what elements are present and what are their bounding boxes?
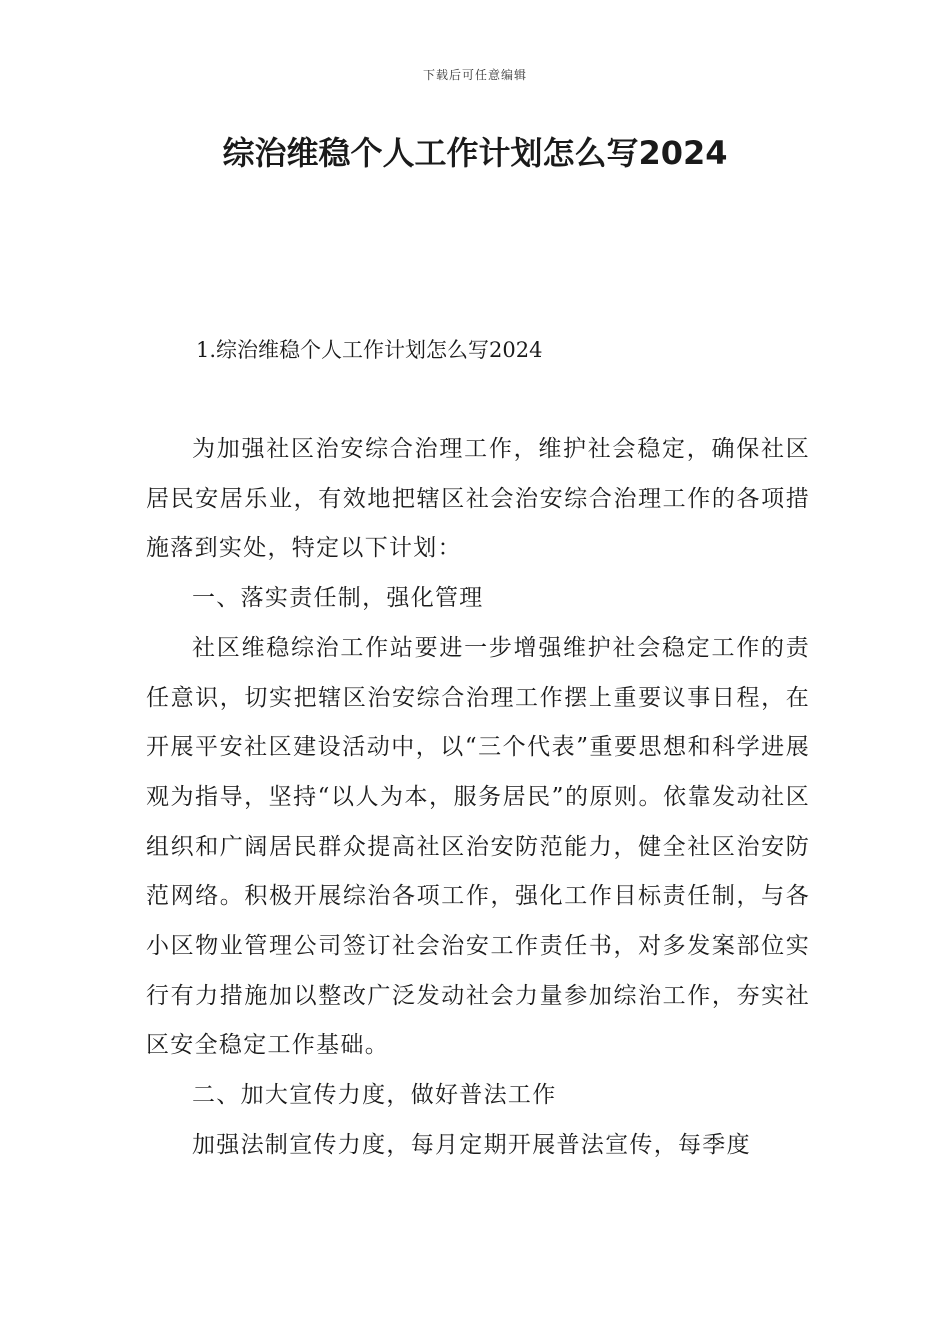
document-body (146, 425, 810, 1171)
subheading-one: 一、落实责任制，强化管理 (192, 585, 484, 612)
body-paragraph: 加强法制宣传力度，每月定期开展普法宣传，每季度 (192, 1131, 751, 1158)
intro-paragraph: 为加强社区治安综合治理工作，维护社会稳定，确保社区居民安居乐业，有效地把辖区社会治安综合治理工作的各项措施落到实处，特定以下计划： (146, 436, 810, 562)
body-paragraph: 社区维稳综治工作站要进一步增强维护社会稳定工作的责任意识，切实把辖区治安综合治理工作摆上重要议事日程，在开展平安社区建设活动中，以“三个代表”重要思想和科学进展观为指导，坚持“以人为本，服务居民”的原则。依靠发动社区组织和广阔居民群众提高社区治安防范能力，健全社区治安防范网络。积极开展综治各项工作，强化工作目标责任制，与各小区物业管理公司签订社会治安工作责任书，对多发案部位实行有力措施加以整改广泛发动社会力量参加综治工作，夯实社区安全稳定工作基础。 (146, 634, 810, 1059)
section-heading: 1.综治维稳个人工作计划怎么写2024 (196, 338, 543, 362)
subheading-two: 二、加大宣传力度，做好普法工作 (192, 1082, 557, 1109)
document-title: 综治维稳个人工作计划怎么写2024 (222, 134, 728, 172)
header-note: 下载后可任意编辑 (422, 68, 527, 82)
